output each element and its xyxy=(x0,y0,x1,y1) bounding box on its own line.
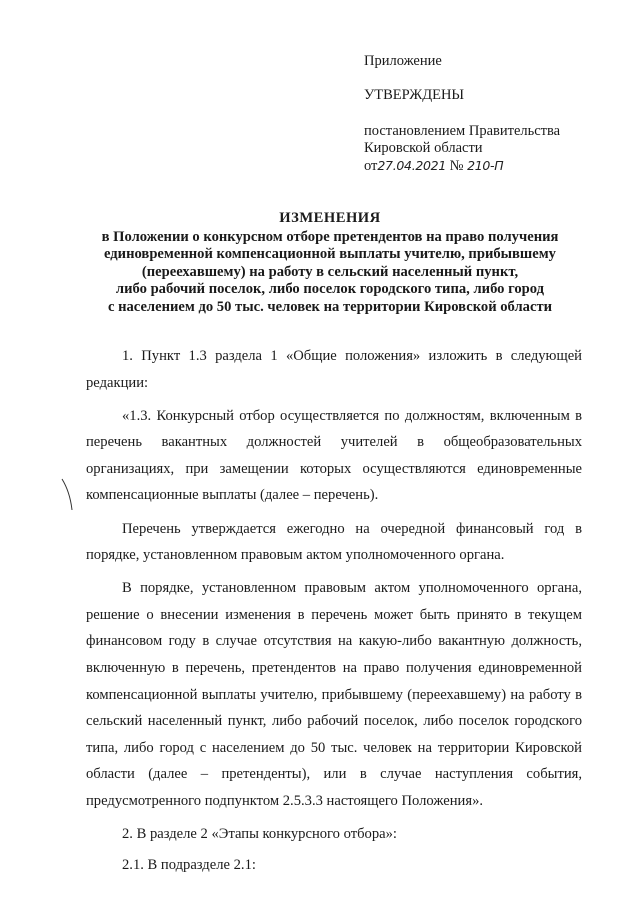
resolution-label: постановлением Правительства xyxy=(364,123,561,139)
approval-stamp-block xyxy=(364,53,624,175)
handwritten-number: 210-П xyxy=(467,158,504,173)
title-line-2: единовременной компенсационной выплаты учителю, прибывшему xyxy=(104,246,556,262)
date-prefix: от xyxy=(364,158,378,174)
document-body xyxy=(86,343,582,882)
title-line-1: в Положении о конкурсном отборе претендентов на право получения xyxy=(101,228,559,245)
margin-pen-mark xyxy=(60,478,74,512)
paragraph-6: 2.1. В подразделе 2.1: xyxy=(122,856,256,873)
title-line-4: либо рабочий поселок, либо поселок городского типа, либо город xyxy=(115,281,545,297)
title-line-5: с населением до 50 тыс. человек на территории Кировской области xyxy=(107,298,553,315)
paragraph-4: В порядке, установленном правовым актом уполномоченного органа, решение о внесении изменения в перечень может быть принято в текущем финансовом году в случае отсутствия на какую-либо вакантную должность, включенную в перечень, претендентов на право получения единовременной компенсационной выплаты учителю, прибывшему (переехавшему) на работу в сельский населенный пункт, либо рабочий поселок, либо поселок городского типа, либо город с населением до 50 тыс. человек на территории Кировской области (далее – претенденты), или в случае наступления события, предусмотренного подпунктом 2.5.3.3 настоящего Положения». xyxy=(86,580,582,809)
approved-label: УТВЕРЖДЕНЫ xyxy=(364,87,465,103)
document-title: ИЗМЕНЕНИЯ xyxy=(279,210,381,226)
appendix-label: Приложение xyxy=(364,53,442,69)
document-title-block xyxy=(40,210,620,316)
paragraph-3: Перечень утверждается ежегодно на очередной финансовый год в порядке, установленном правовым актом уполномоченного органа. xyxy=(86,520,582,564)
title-line-3: (переехавшему) на работу в сельский населенный пункт, xyxy=(141,263,519,280)
paragraph-1: 1. Пункт 1.3 раздела 1 «Общие положения» изложить в следующей редакции: xyxy=(86,348,582,391)
paragraph-5: 2. В разделе 2 «Этапы конкурсного отбора»: xyxy=(122,826,397,843)
handwritten-date: 27.04.2021 xyxy=(377,158,446,173)
paragraph-2: «1.3. Конкурсный отбор осуществляется по должностям, включенным в перечень вакантных должностей учителей в общеобразовательных организациях, при замещении которых осуществляются единовременные компенсационные выплаты (далее – перечень). xyxy=(86,407,582,504)
number-prefix: № xyxy=(449,158,464,174)
region-label: Кировской области xyxy=(364,140,483,156)
date-number-line xyxy=(364,157,624,175)
